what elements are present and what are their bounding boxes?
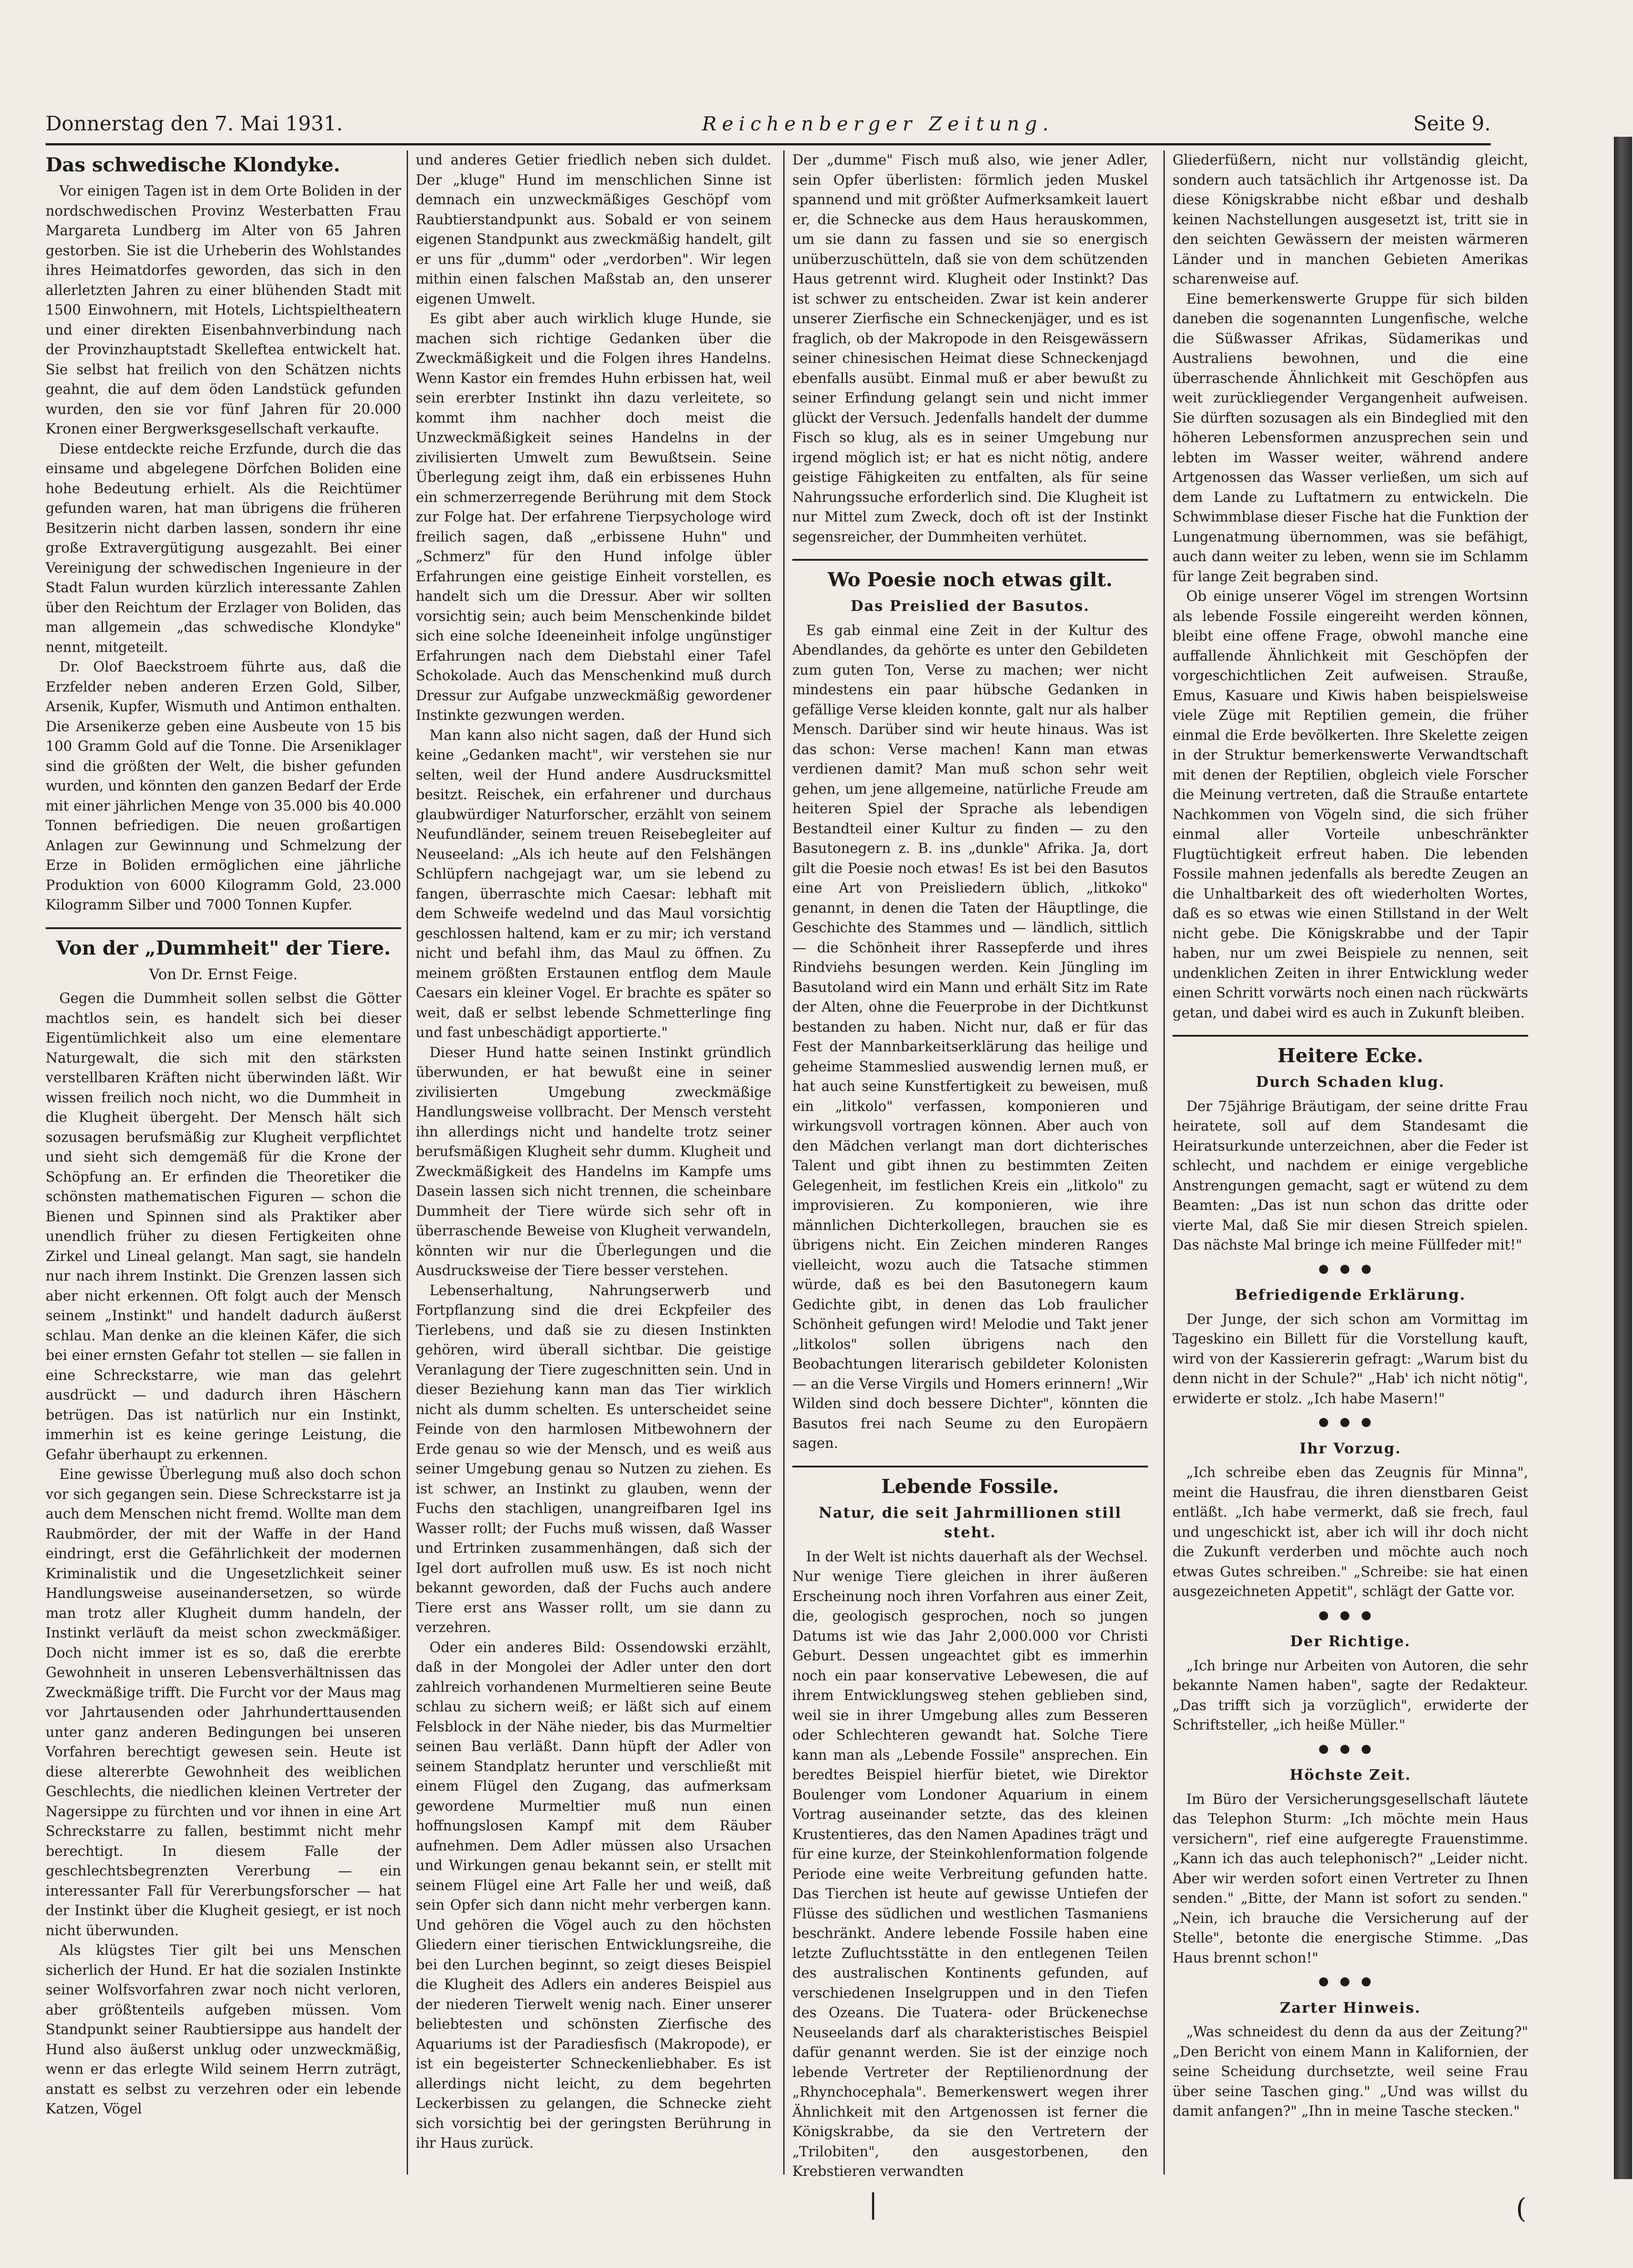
separator-stars: ●●● <box>1318 1261 1383 1276</box>
page-header <box>46 104 1491 145</box>
paragraph: Eine bemerkenswerte Gruppe für sich bilden daneben die sogenannten Lungenfische, welche die Süßwasser Afrikas, Südamerikas und Australiens bewohnen, und die eine überraschende Ähnlichkeit mit Geschöpfen aus weit zurückliegender Vergangenheit aufweisen. Sie dürften sozusagen als ein Bindeglied mit den höheren Lebensformen anzusprechen sein und lebten im Wasser weiter, während andere Artgenossen das Wasser verließen, um sich auf dem Lande zu Luftatmern zu entwickeln. Die Schwimmblase dieser Fische hat die Funktion der Lungenatmung übernommen, was sie befähigt, auch dann weiter zu leben, wenn sie im Schlamm für lange Zeit begraben sind. <box>1173 291 1528 585</box>
anecdote-title: Ihr Vorzug. <box>1299 1439 1401 1457</box>
paragraph: Gegen die Dummheit sollen selbst die Götter machtlos sein, es handelt sich bei dieser Eigentümlichkeit also um eine elementare Naturgewalt, die sich mit den stärksten verstellbaren Kräften nicht überwinden läßt. Wir wissen freilich noch nicht, wo die Dummheit in die Klugheit übergeht. Der Mensch hält sich sozusagen berufsmäßig zur Klugheit verpflichtet und sieht sich demgemäß für die Krone der Schöpfung an. Er erfinden die Theoretiker die schönsten mathematischen Figuren — schon die Bienen und Spinnen sind als Praktiker aber unendlich früher zu diesen Fertigkeiten ohne Zirkel und Lineal gelangt. Man sagt, sie handeln nur nach ihrem Instinkt. Die Grenzen lassen sich aber nicht erkennen. Oft folgt auch der Mensch seinem „Instinkt" und handelt dadurch äußerst schlau. Man denke an die kleinen Käfer, die sich bei einer ernsten Gefahr tot stellen — sie fallen in eine Schreckstarre, wie man das gelehrt ausdrückt — und dadurch ihren Häschern betrügen. Das ist natürlich nur ein Instinkt, immerhin ist es keine geringe Leistung, die Gefahr überhaupt zu erkennen. <box>46 991 401 1463</box>
separator-stars: ●●● <box>1318 1974 1383 1988</box>
article-subtitle: Natur, die seit Jahrmillionen still steht. <box>818 1503 1122 1541</box>
anecdote-text: „Ich schreibe eben das Zeugnis für Minna", meint die Hausfrau, die ihren dienstbaren Geist entläßt. „Ich habe vermerkt, daß sie frech, faul und ungeschickt ist, aber ich will ihr doch nicht die Zukunft verderben und möchte auch noch etwas Gutes schreiben." „Schreibe: sie hat einen ausgezeichneten Appetit", schlägt der Gatte vor. <box>1173 1465 1528 1600</box>
anecdote-text: „Ich bringe nur Arbeiten von Autoren, die sehr bekannte Namen haben", sagte der Redakteur. „Das trifft sich ja vorzüglich", erwiderte der Schriftsteller, „ich heiße Müller." <box>1173 1658 1528 1733</box>
anecdote-title: Höchste Zeit. <box>1289 1766 1411 1783</box>
column-1 <box>46 150 401 2179</box>
article-subtitle: Das Preislied der Basutos. <box>850 597 1090 615</box>
separator-stars: ●●● <box>1318 1415 1383 1429</box>
article-divider <box>792 1466 1148 1467</box>
section-title-heitere-ecke: Heitere Ecke. <box>1277 1044 1423 1067</box>
paragraph: Eine gewisse Überlegung muß also doch schon vor sich gegangen sein. Diese Schreckstarre ist ja auch dem Menschen nicht fremd. Wollte man dem Raubmörder, der mit der Waffe in der Hand eindringt, erst die Gefährlichkeit der modernen Kriminalistik und die Ungesetzlichkeit seiner Handlungsweise auseinandersetzen, so würde man trotz aller Klugheit dumm handeln, der Instinkt verläuft da meist schon zweckmäßiger. Doch nicht immer ist es so, daß die ererbte Gewohnheit in unseren Lebensverhältnissen das Zweckmäßige trifft. Die Furcht vor der Maus mag vor Jahrtausenden oder Jahrhunderttausenden unter ganz anderen Bedingungen bei unseren Vorfahren berechtigt gewesen sein. Heute ist diese altererbte Gewohnheit des weiblichen Geschlechts, die niedlichen kleinen Vertreter der Nagersippe zu fürchten und vor ihnen in eine Art Schreckstarre zu fallen, bestimmt nicht mehr berechtigt. In diesem Falle der geschlechtsbegrenzten Vererbung — ein interessanter Fall für Vererbungsforscher — hat der Instinkt über die Klugheit gesiegt, er ist noch nicht überwunden. <box>46 1467 401 1939</box>
scan-mark: | <box>868 2188 878 2220</box>
separator-stars: ●●● <box>1318 1741 1383 1756</box>
paragraph: Dr. Olof Baeckstroem führte aus, daß die Erzfelder neben anderen Erzen Gold, Silber, Arsenik, Kupfer, Wismuth und Antimon enthalten. Die Arsenikerze geben eine Ausbeute von 15 bis 100 Gramm Gold auf die Tonne. Die Arseniklager sind die größten der Welt, die bisher gefunden wurden, und könnten den ganzen Bedarf der Erde mit einer jährlichen Menge von 35.000 bis 40.000 Tonnen befriedigen. Die neuen großartigen Anlagen zur Gewinnung und Schmelzung der Erze in Boliden ermöglichen eine jährliche Produktion von 6000 Kilogramm Gold, 23.000 Kilogramm Silber und 7000 Tonnen Kupfer. <box>46 659 401 913</box>
paragraph: Es gibt aber auch wirklich kluge Hunde, sie machen sich richtige Gedanken über die Zweckmäßigkeit und die Folgen ihres Handelns. Wenn Kastor ein fremdes Huhn erbissen hat, weil sein ererbter Instinkt ihn dazu verleitete, so kommt ihm nachher doch meist die Unzweckmäßigkeit seines Handelns in der zivilisierten Umwelt zum Bewußtsein. Seine Überlegung zeigt ihm, daß ein erbissenes Huhn ein schmerzerregende Berührung mit dem Stock zur Folge hat. Der erfahrene Tierpsychologe wird freilich sagen, daß „erbissene Huhn" und „Schmerz" für den Hund infolge übler Erfahrungen eine geistige Einheit vorstellen, es handelt sich um die Dressur. Aber wir sollten vorsichtig sein; auch beim Menschenkinde bildet sich eine solche Ideeneinheit infolge ungünstiger Erfahrungen nach dem Diebstahl einer Tafel Schokolade. Auch das Menschenkind muß durch Dressur zur Aufgabe unzweckmäßig gewordener Instinkte gezwungen werden. <box>416 311 771 723</box>
anecdote-title: Durch Schaden klug. <box>1256 1073 1445 1090</box>
article-divider <box>1173 1035 1528 1037</box>
article-title-fossile: Lebende Fossile. <box>881 1475 1059 1498</box>
column-3 <box>792 150 1148 2179</box>
anecdote-text: Im Büro der Versicherungsgesellschaft läutete das Telephon Sturm: „Ich möchte mein Haus versichern", rief eine aufgeregte Frauenstimme. „Kann ich das auch telephonisch?" „Leider nicht. Aber wir werden sofort einen Vertreter zu Ihnen senden." „Bitte, der Mann ist sofort zu senden." „Nein, ich brauche die Versicherung auf der Stelle", betonte die energische Stimme. „Das Haus brennt schon!" <box>1173 1791 1528 1966</box>
byline: Von Dr. Ernst Feige. <box>149 965 298 983</box>
paragraph: In der Welt ist nichts dauerhaft als der Wechsel. Nur wenige Tiere gleichen in ihrer äußeren Erscheinung noch ihren Vorfahren aus einer Zeit, die, geologisch gesprochen, noch so jungen Datums ist wie das Jahr 2,000.000 vor Christi Geburt. Dessen ungeachtet gibt es immerhin noch ein paar konservative Lebewesen, die auf ihrem Entwicklungsweg stehen geblieben sind, weil sie in ihrer Umgebung alles zum Besseren oder Schlechteren gewandt hat. Solche Tiere kann man als „Lebende Fossile" ansprechen. Ein beredtes Beispiel hierfür bietet, wie Direktor Boulenger vom Londoner Aquarium in einem Vortrag auseinander setzte, das des kleinen Krustentieres, das den Namen Apadines trägt und für eine kurze, der Steinkohlenformation folgende Periode eine weite Verbreitung gefunden hatte. Das Tierchen ist heute auf gewisse Untiefen der Flüsse des südlichen und westlichen Tasmaniens beschränkt. Andere lebende Fossile haben eine letzte Zufluchtsstätte in den entlegenen Teilen des australischen Kontinents gefunden, auf verschiedenen Inselgruppen und in den Tiefen des Ozeans. Die Tuatera- oder Brückenechse Neuseelands darf als charakteristisches Beispiel dafür genannt werden. Sie ist der einzige noch lebende Vertreter der Reptilienordnung der „Rhynchocephala". Bemerkenswert wegen ihrer Ähnlichkeit mit den Artgenossen ist ferner die Königskrabbe, da sie den Vertretern der „Trilobiten", den ausgestorbenen, den Krebstieren verwandten <box>792 1549 1148 2179</box>
paragraph: Man kann also nicht sagen, daß der Hund sich keine „Gedanken macht", wir verstehen sie nur selten, weil der Hund andere Ausdrucksmittel besitzt. Reischek, ein erfahrener und durchaus glaubwürdiger Naturforscher, erzählt von seinem Neufundländer, seinem treuen Reisebegleiter auf Neuseeland: „Als ich heute auf den Felshängen Schlüpfern nachgejagt war, um sie lebend zu fangen, überraschte mich Caesar: lebhaft mit dem Schweife wedelnd und das Maul vorsichtig geschlossen haltend, kam er zu mir; ich verstand nicht und befahl ihm, das Maul zu öffnen. Zu meinem größten Erstaunen entflog dem Maule Caesars ein kleiner Vogel. Er brachte es später so weit, daß er selbst lebende Schmetterlinge fing und fast unbeschädigt apportierte." <box>416 727 771 1041</box>
paragraph: Diese entdeckte reiche Erzfunde, durch die das einsame und abgelegene Dörfchen Boliden eine hohe Bedeutung erhielt. Als die Reichtümer gefunden waren, hat man übrigens die früheren Besitzerin nicht darben lassen, sondern ihr eine große Extravergütigung ausgezahlt. Bei einer Vereinigung der schwedischen Ingenieure in der Stadt Falun wurden kürzlich interessante Zahlen über den Reichtum der Erzlager von Boliden, das man allgemein „das schwedische Klondyke" nennt, mitgeteilt. <box>46 441 401 656</box>
anecdote-text: Der 75jährige Bräutigam, der seine dritte Frau heiratete, soll auf dem Standesamt die Heiratsurkunde unterzeichnen, aber die Feder ist schlecht, und nachdem er einige vergebliche Anstrengungen gemacht, sagt er wütend zu dem Beamten: „Das ist nun schon das dritte oder vierte Mal, daß Sie mir diesen Streich spielen. Das nächste Mal bringe ich meine Füllfeder mit!" <box>1173 1098 1528 1253</box>
paragraph: Als klügstes Tier gilt bei uns Menschen sicherlich der Hund. Er hat die sozialen Instinkte seiner Wolfsvorfahren zwar noch nicht verloren, aber größtenteils aufgeben müssen. Vom Standpunkt seiner Raubtiersippe aus handelt der Hund also äußerst unklug oder unzweckmäßig, wenn er das erlegte Wild seinem Herrn zuträgt, anstatt es selbst zu verzehren oder ein lebende Katzen, Vögel <box>46 1943 401 2117</box>
column-rule <box>783 150 785 2175</box>
page-number: Seite 9. <box>1413 112 1491 135</box>
anecdote-title: Der Richtige. <box>1290 1633 1411 1650</box>
paragraph: Es gab einmal eine Zeit in der Kultur des Abendlandes, da gehörte es unter den Gebildeten zum guten Ton, Verse zu machen; wer nicht mindestens ein paar hübsche Gedanken in gefällige Verse kleiden konnte, galt nur als halber Mensch. Darüber sind wir heute hinaus. Was ist das schon: Verse machen! Kann man etwas verdienen damit? Man muß schon sehr weit gehen, um jene allgemeine, natürliche Freude am heiteren Spiel der Sprache als lebendigen Bestandteil einer Kultur zu finden — zu den Basutonegern z. B. ins „dunkle" Afrika. Ja, dort gilt die Poesie noch etwas! Es ist bei den Basutos eine Art von Preisliedern üblich, „litkoko" genannt, in denen die Taten der Häuptlinge, die Geschichte des Stammes und — ländlich, sittlich — die Schönheit ihrer Rassepferde und ihres Rindviehs besungen werden. Kein Jüngling im Basutoland wird ein Mann und erhält Sitz im Rate der Alten, ohne die Feuerprobe in der Dichtkunst bestanden zu haben. Nicht nur, daß er für das Fest der Mannbarkeitserklärung das heilige und geheime Stammeslied auswendig lernen muß, er hat auch seine Kunstfertigkeit zu beweisen, muß ein „litkolo" verfassen, komponieren und wirkungsvoll vortragen können. Aber auch von den Mädchen verlangt man dort dichterisches Talent und gibt ihnen zu bestimmten Zeiten Gelegenheit, im festlichen Kreis ein „litkolo" zu improvisieren. Zu komponieren, wie ihre männlichen Dichterkollegen, brauchen sie es übrigens nicht. Ein Zeichen minderen Ranges vielleicht, wozu auch die Tatsache stimmen würde, daß es bei den Basutonegern kaum Gedichte gibt, in denen das Lob fraulicher Schönheit gefungen wird! Melodie und Takt jener „litkolos" sollen übrigens nach den Beobachtungen literarisch gebildeter Kolonisten — an die Verse Virgils und Homers erinnern! „Wir Wilden sind doch bessere Dichter", könnten die Basutos frei nach Seume zu den Europäern sagen. <box>792 622 1148 1452</box>
paragraph: Vor einigen Tagen ist in dem Orte Boliden in der nordschwedischen Provinz Westerbatten Frau Margareta Lundberg im Alter von 65 Jahren gestorben. Sie ist die Urheberin des Wohlstandes ihres Heimatdorfes geworden, das sich in den allerletzten Jahren zu einer blühenden Stadt mit 1500 Einwohnern, mit Hotels, Lichtspieltheatern und einer direkten Eisenbahnverbindung nach der Provinzhauptstadt Skelleftea entwickelt hat. Sie selbst hat freilich von den Schätzen nichts geahnt, die auf dem öden Landstück gefunden wurden, den sie vor fünf Jahren für 20.000 Kronen einer Bergwerksgesellschaft verkaufte. <box>46 183 401 437</box>
separator-stars: ●●● <box>1318 1608 1383 1622</box>
article-title-klondyke: Das schwedische Klondyke. <box>46 154 341 176</box>
column-2 <box>416 150 771 2179</box>
anecdote-title: Befriedigende Erklärung. <box>1235 1286 1466 1303</box>
column-rule <box>407 150 408 2175</box>
article-title-dummheit: Von der „Dummheit" der Tiere. <box>56 936 391 959</box>
paragraph: Gliederfüßern, nicht nur vollständig gleicht, sondern auch tatsächlich ihr Artgenosse ist. Da diese Königskrabbe nicht eßbar und deshalb keinen Nachstellungen ausgesetzt ist, tritt sie in den seichten Gewässern der meisten wärmeren Länder und in manchen Gebieten Amerikas scharenweise auf. <box>1173 152 1528 287</box>
anecdote-text: „Was schneidest du denn da aus der Zeitung?" „Den Bericht von einem Mann in Kalifornien, der seine Scheidung durchsetzte, weil seine Frau über seine Taschen ging." „Und was willst du damit anfangen?" „Ihn in meine Tasche stecken." <box>1173 2024 1528 2119</box>
paragraph: Dieser Hund hatte seinen Instinkt gründlich überwunden, er hat bewußt eine in seiner zivilisierten Umgebung zweckmäßige Handlungsweise vollbracht. Der Mensch versteht ihn allerdings nicht und handelte trotz seiner berufsmäßigen Klugheit sehr dumm. Klugheit und Zweckmäßigkeit des Handelns im Kampfe ums Dasein lassen sich nicht trennen, die scheinbare Dummheit der Tiere würde sich sehr oft in überraschende Beweise von Klugheit verwandeln, könnten wir nur die Überlegungen und die Ausdrucksweise der Tiere besser verstehen. <box>416 1044 771 1279</box>
paragraph: Der „dumme" Fisch muß also, wie jener Adler, sein Opfer überlisten: förmlich jeden Muskel spannend und mit größter Aufmerksamkeit lauert er, die Schnecke aus dem Haus herauskommen, um sie dann zu fassen und sie so energisch unüberzuschütteln, daß sie von dem schützenden Haus getrennt wird. Klugheit oder Instinkt? Das ist schwer zu entscheiden. Zwar ist kein anderer unserer Zierfische ein Schneckenjäger, und es ist fraglich, ob der Makropode in den Reisgewässern seiner chinesischen Heimat diese Schneckenjagd ebenfalls ausübt. Einmal muß er aber bewußt zu seiner Erfindung gelangt sein und nicht immer glückt der Versuch. Jedenfalls handelt der dumme Fisch so klug, als es in seiner Umgebung nur irgend möglich ist; er hat es nicht nötig, andere geistige Fähigkeiten zu entfalten, als für seine Nahrungssuche erforderlich sind. Die Klugheit ist nur Mittel zum Zweck, doch oft ist der Instinkt segensreicher, der Dummheiten verhütet. <box>792 152 1148 545</box>
column-4 <box>1173 150 1528 2179</box>
article-title-poesie: Wo Poesie noch etwas gilt. <box>827 568 1113 591</box>
paragraph: Oder ein anderes Bild: Ossendowski erzählt, daß in der Mongolei der Adler unter den dort zahlreich vorhandenen Murmeltieren seine Beute schlau zu sichern weiß; er läßt sich auf einem Felsblock in der Nähe nieder, bis das Murmeltier seinen Bau verläßt. Dann hüpft der Adler von seinem Standplatz herunter und verschließt mit einem Flügel den Zugang, das aufmerksam gewordene Murmeltier muß nun einen hoffnungslosen Kampf mit dem Räuber aufnehmen. Dem Adler müssen also Ursachen und Wirkungen genau bekannt sein, er stellt mit seinem Flügel eine Art Falle her und weiß, daß sein Opfer sich dann nicht mehr verbergen kann. Und gehören die Vögel auch zu den höchsten Gliedern einer tierischen Entwicklungsreihe, die bei den Lurchen beginnt, so zeigt dieses Beispiel die Klugheit des Adlers ein anderes Beispiel aus der niederen Tierwelt wenig nach. Einer unserer beliebtesten und schönsten Zierfische des Aquariums ist der Paradiesfisch (Makropode), er ist ein begeisterter Schneckenliebhaber. Es ist allerdings nicht leicht, zu dem begehrten Leckerbissen zu gelangen, die Schnecke zieht sich vorsichtig bei der geringsten Berührung in ihr Haus zurück. <box>416 1639 771 2151</box>
anecdote-text: Der Junge, der sich schon am Vormittag im Tageskino ein Billett für die Vorstellung kauft, wird von der Kassiererin gefragt: „Warum bist du denn nicht in der Schule?" „Hab' ich nicht nötig", erwiderte er stolz. „Ich habe Masern!" <box>1173 1311 1528 1407</box>
article-divider <box>46 927 401 929</box>
anecdote-title: Zarter Hinweis. <box>1280 1999 1421 2016</box>
scan-mark: ( <box>1516 2193 1527 2225</box>
issue-date: Donnerstag den 7. Mai 1931. <box>46 112 343 135</box>
paragraph: und anderes Getier friedlich neben sich duldet. Der „kluge" Hund im menschlichen Sinne ist demnach ein unzweckmäßiges Geschöpf vom Raubtierstandpunkt aus. Sobald er von seinem eigenen Standpunkt aus zweckmäßig handelt, gilt er uns für „dumm" oder „verdorben". Wir legen mithin einen falschen Maßstab an, den unserer eigenen Umwelt. <box>416 152 771 307</box>
article-divider <box>792 559 1148 561</box>
scan-edge-shadow <box>1614 137 1632 2179</box>
paragraph: Ob einige unserer Vögel im strengen Wortsinn als lebende Fossile eingereiht werden können, bleibt eine offene Frage, obwohl manche eine auffallende Ähnlichkeit mit Geschöpfen der vorgeschichtlichen Zeit aufweisen. Strauße, Emus, Kasuare und Kiwis haben beispielsweise viele Züge mit Reptilien gemein, die früher einmal die Erde bevölkerten. Ihre Skelette zeigen in der Struktur bemerkenswerte Verwandtschaft mit denen der Reptilien, obgleich viele Forscher die Meinung vertreten, daß die Strauße entartete Nachkommen von Vögeln sind, die sich früher einmal aller Vorteile unbeschränkter Flugtüchtigkeit erfreut haben. Die lebenden Fossile mahnen jedenfalls als beredte Zeugen an die Unhaltbarkeit des oft wiederholten Wortes, daß es so etwas wie einen Stillstand in der Welt nicht gebe. Die Königskrabbe und der Tapir haben, nur um zwei Beispiele zu nennen, seit undenklichen Zeiten in ihrer Entwicklung weder einen Schritt vorwärts noch einen nach rückwärts getan, und dabei wird es auch in Zukunft bleiben. <box>1173 589 1528 1021</box>
column-rule <box>1163 150 1165 2175</box>
paragraph: Lebenserhaltung, Nahrungserwerb und Fortpflanzung sind die drei Eckpfeiler des Tierlebens, und daß sie zu diesen Instinkten gehören, wird überall sichtbar. Die geistige Veranlagung der Tiere zugeschnitten sein. Und in dieser Beziehung kann man das Tier wirklich nicht als dumm schelten. Es unterscheidet seine Feinde von den harmlosen Mitbewohnern der Erde genau so wie der Mensch, und es weiß aus seiner Umgebung genau so Nutzen zu ziehen. Es ist schwer, an Instinkt zu glauben, wenn der Fuchs den stachligen, unangreifbaren Igel ins Wasser rollt; der Fuchs muß wissen, daß Wasser und Ertrinken zusammenhängen, daß sich der Igel dort aufrollen muß usw. Es ist noch nicht bekannt geworden, daß der Fuchs auch andere Tiere erst ans Wasser rollt, um sie dann zu verzehren. <box>416 1282 771 1636</box>
masthead: Reichenberger Zeitung. <box>702 112 1054 135</box>
